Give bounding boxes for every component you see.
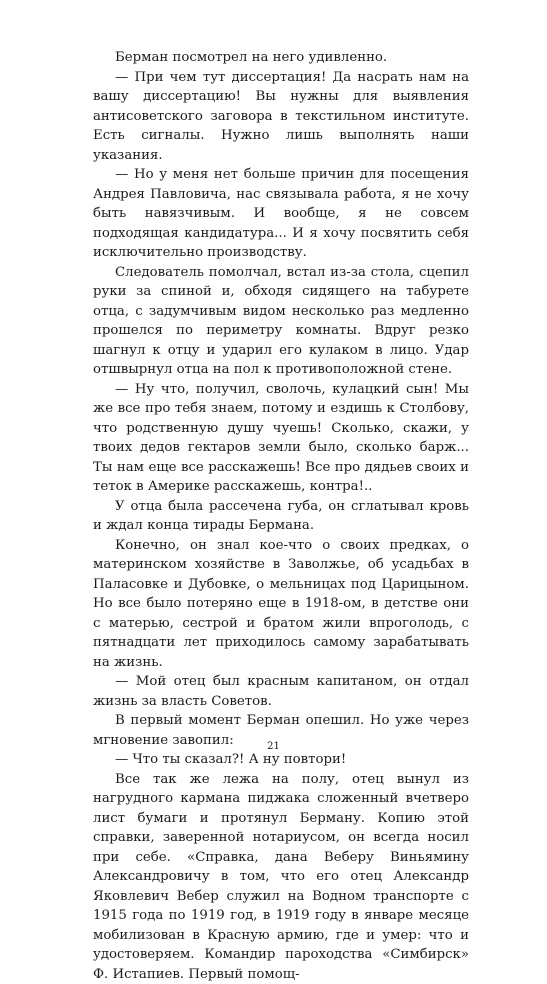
paragraph-1: Берман посмотрел на него удивленно. xyxy=(93,48,469,68)
paragraph-7: Конечно, он знал кое-что о своих предках, о материнском хозяйстве в Заволжье, об усадьбах в Паласовке и Дубовке, о мельницах под Царицыном. Но все было потеряно еще в 1918-ом, в детстве они с матерью, сестрой и братом жили впроголодь, с пятнадцати лет приходилось самому зарабатывать на жизнь. xyxy=(93,536,469,673)
page-number: 21 xyxy=(0,741,547,752)
paragraph-9: В первый момент Берман опешил. Но уже через мгновение завопил: xyxy=(93,711,469,750)
paragraph-4: Следователь помолчал, встал из-за стола, сцепил руки за спиной и, обходя сидящего на табурете отца, с задумчивым видом несколько раз медленно прошелся по периметру комнаты. Вдруг резко шагнул к отцу и ударил его кулаком в лицо. Удар отшвырнул отца на пол к противоположной стене. xyxy=(93,263,469,380)
paragraph-6: У отца была рассечена губа, он сглатывал кровь и ждал конца тирады Бермана. xyxy=(93,497,469,536)
page-body-text xyxy=(93,48,469,984)
paragraph-8: — Мой отец был красным капитаном, он отдал жизнь за власть Советов. xyxy=(93,672,469,711)
paragraph-5: — Ну что, получил, сволочь, кулацкий сын! Мы же все про тебя знаем, потому и ездишь к Столбову, что родственную душу чуешь! Сколько, скажи, у твоих дедов гектаров земли было, сколько барж... Ты нам еще все расскажешь! Все про дядьев своих и теток в Америке расскажешь, контра!.. xyxy=(93,380,469,497)
paragraph-3: — Но у меня нет больше причин для посещения Андрея Павловича, нас связывала работа, я не хочу быть навязчивым. И вообще, я не совсем подходящая кандидатура... И я хочу посвятить себя исключительно производству. xyxy=(93,165,469,263)
paragraph-10: — Что ты сказал?! А ну повтори! xyxy=(93,750,469,770)
paragraph-11: Все так же лежа на полу, отец вынул из нагрудного кармана пиджака сложенный вчетверо лист бумаги и протянул Берману. Копию этой справки, заверенной нотариусом, он всегда носил при себе. «Справка, дана Веберу Виньямину Александровичу в том, что его отец Александр Яковлевич Вебер служил на Водном транспорте с 1915 года по 1919 год, в 1919 году в январе месяце мобилизован в Красную армию, где и умер: что и удостоверяем. Командир пароходства «Симбирск» Ф. Истапиев. Первый помощ- xyxy=(93,770,469,984)
paragraph-2: — При чем тут диссертация! Да насрать нам на вашу диссертацию! Вы нужны для выявления антисоветского заговора в текстильном институте. Есть сигналы. Нужно лишь выполнять наши указания. xyxy=(93,68,469,166)
